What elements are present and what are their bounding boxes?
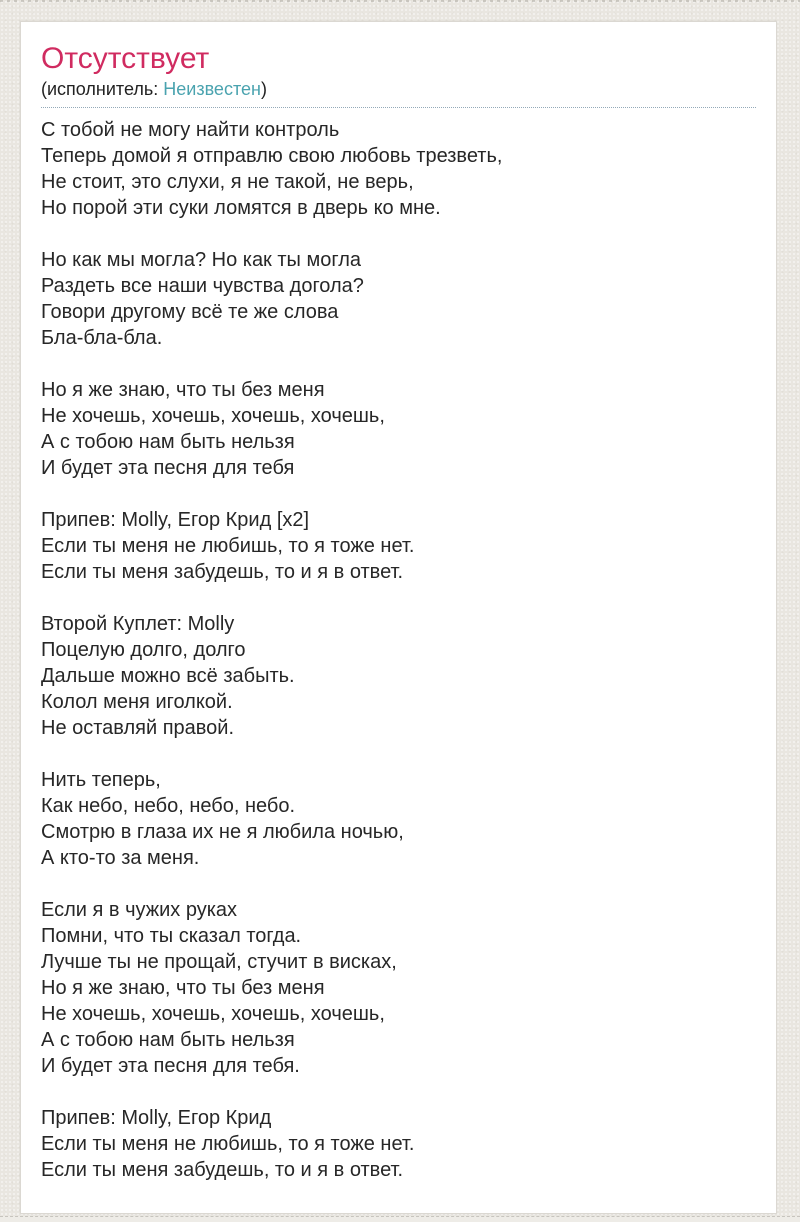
lyrics-stanza: Припев: Molly, Егор Крид [x2] Если ты меня не любишь, то я тоже нет. Если ты меня забудешь, то и я в ответ. <box>41 509 415 583</box>
artist-line <box>41 78 756 108</box>
footer-dashed-border <box>0 1216 800 1222</box>
lyrics-stanza: Но я же знаю, что ты без меня Не хочешь, хочешь, хочешь, хочешь, А с тобою нам быть нельзя И будет эта песня для тебя <box>41 379 385 479</box>
artist-link[interactable]: Неизвестен <box>163 79 261 99</box>
lyrics-stanza: С тобой не могу найти контроль Теперь домой я отправлю свою любовь трезветь, Не стоит, это слухи, я не такой, не верь, Но порой эти суки ломятся в дверь ко мне. <box>41 119 503 219</box>
lyrics-text <box>41 117 756 1183</box>
lyrics-stanza: Припев: Molly, Егор Крид Если ты меня не любишь, то я тоже нет. Если ты меня забудешь, то и я в ответ. <box>41 1107 415 1181</box>
lyrics-stanza: Но как мы могла? Но как ты могла Раздеть все наши чувства догола? Говори другому всё те же слова Бла-бла-бла. <box>41 249 364 349</box>
lyrics-stanza: Второй Куплет: Molly Поцелую долго, долго Дальше можно всё забыть. Колол меня иголкой. Не оставляй правой. <box>41 613 295 739</box>
lyrics-stanza: Если я в чужих руках Помни, что ты сказал тогда. Лучше ты не прощай, стучит в висках, Но я же знаю, что ты без меня Не хочешь, хочешь, хочешь, хочешь, А с тобою нам быть нельзя И будет эта песня для тебя. <box>41 899 397 1077</box>
song-title: Отсутствует <box>41 42 210 75</box>
artist-label: (исполнитель: <box>41 79 164 99</box>
lyrics-card <box>20 21 777 1214</box>
lyrics-stanza: Нить теперь, Как небо, небо, небо, небо. Смотрю в глаза их не я любила ночью, А кто-то за меня. <box>41 769 404 869</box>
artist-label-close: ) <box>260 79 267 99</box>
top-dashed-border <box>0 0 800 2</box>
